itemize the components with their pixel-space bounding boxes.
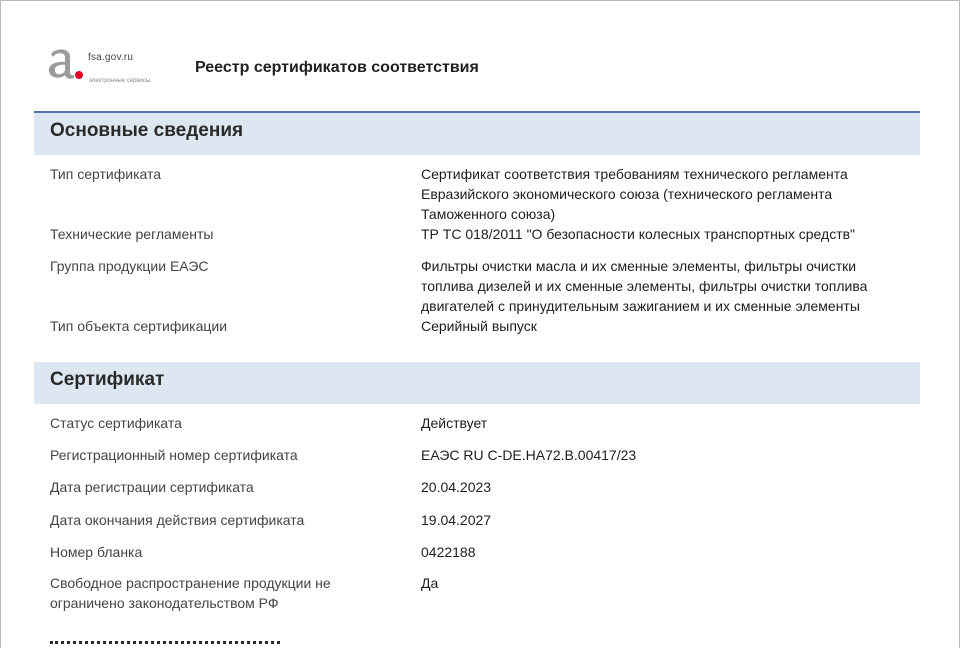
- logo-domain-text: fsa.gov.ru: [88, 52, 134, 63]
- section-header-main-info: [34, 113, 920, 155]
- field-label: Группа продукции ЕАЭС: [50, 258, 209, 274]
- field-value: 0422188: [421, 544, 476, 560]
- section-title: Основные сведения: [50, 120, 244, 141]
- section-title: Сертификат: [50, 369, 165, 390]
- field-label: Дата регистрации сертификата: [50, 479, 254, 495]
- field-label: Номер бланка: [50, 544, 143, 560]
- page-title: Реестр сертификатов соответствия: [195, 59, 479, 76]
- fsa-a-logo-icon: [45, 45, 87, 87]
- next-section-heading-cut-off: [50, 641, 290, 648]
- field-label: Тип объекта сертификации: [50, 318, 228, 334]
- logo-subtitle: электронные сервисы: [89, 78, 151, 84]
- field-label: Свободное распространение продукции не ограничено законодательством РФ: [50, 575, 331, 611]
- section-header-certificate: [34, 362, 920, 404]
- field-label: Тип сертификата: [50, 166, 162, 182]
- field-value: Да: [421, 575, 439, 591]
- field-label: Дата окончания действия сертификата: [50, 512, 305, 528]
- field-value: ТР ТС 018/2011 "О безопасности колесных транспортных средств": [421, 226, 856, 242]
- fsa-logo[interactable]: [45, 45, 165, 87]
- field-value: Фильтры очистки масла и их сменные элементы, фильтры очистки топлива дизелей и их сменные элементы, фильтры очистки топлива двигателей с принудительным зажиганием и их сменные элементы: [421, 258, 868, 314]
- field-value: Действует: [421, 415, 488, 431]
- field-label: Статус сертификата: [50, 415, 182, 431]
- field-value: Серийный выпуск: [421, 318, 537, 334]
- page-header: [45, 45, 905, 89]
- field-value: Сертификат соответствия требованиям технического регламента Евразийского экономического союза (технического регламента Таможенного союза): [421, 166, 848, 222]
- field-value: 20.04.2023: [421, 479, 492, 495]
- field-label: Технические регламенты: [50, 226, 214, 242]
- field-value: 19.04.2027: [421, 512, 492, 528]
- field-value: ЕАЭС RU C-DE.НА72.В.00417/23: [421, 447, 637, 463]
- field-label: Регистрационный номер сертификата: [50, 447, 298, 463]
